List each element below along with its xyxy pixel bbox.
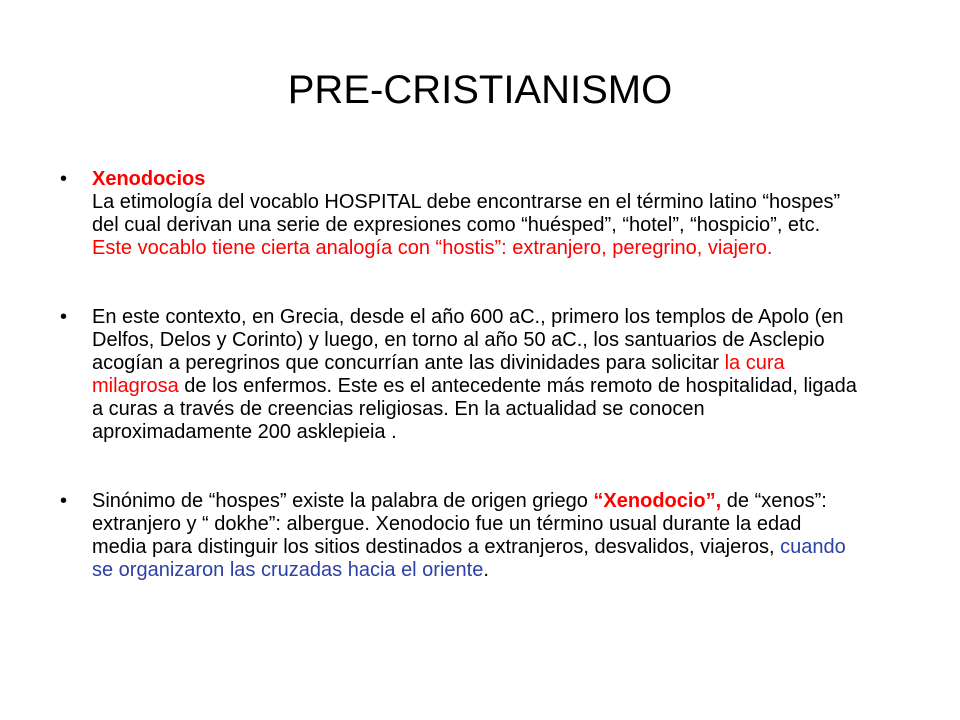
bullet-item-sinonimo	[60, 490, 860, 582]
bullet-icon: •	[60, 168, 68, 190]
bullet-item-xenodocios	[60, 168, 860, 260]
bullet-text: Sinónimo de “hospes” existe la palabra de origen griego	[92, 490, 594, 512]
bullet-text-highlight: la cura milagrosa	[92, 352, 785, 397]
bullet-text-link: cuando se organizaron las cruzadas hacia el oriente	[92, 536, 846, 581]
bullet-icon: •	[60, 306, 68, 328]
bullet-icon: •	[60, 490, 68, 512]
bullet-text: La etimología del vocablo HOSPITAL debe encontrarse en el término latino “hospes” del cual derivan una serie de expresiones como “huésped”, “hotel”, “hospicio”, etc.	[92, 191, 841, 236]
bullet-text: .	[483, 559, 489, 581]
bullet-text: de los enfermos. Este es el antecedente más remoto de hospitalidad, ligada a curas a través de creencias religiosas. En la actualidad se conocen aproximadamente 200 asklepieia .	[92, 375, 857, 443]
bullet-paragraph	[92, 490, 860, 582]
slide-content	[60, 168, 860, 582]
bullet-paragraph	[92, 191, 860, 260]
bullet-text: de “xenos”: extranjero y “ dokhe”: albergue. Xenodocio fue un término usual durante la edad media para distinguir los sitios destinados a extranjeros, desvalidos, viajeros,	[92, 490, 827, 558]
bullet-text-highlight: Este vocablo tiene cierta analogía con “hostis”: extranjero, peregrino, viajero.	[92, 237, 773, 259]
bullet-heading: Xenodocios	[92, 168, 206, 190]
bullet-text-highlight: “Xenodocio”,	[593, 490, 722, 512]
spacer	[60, 283, 860, 306]
slide-title: PRE-CRISTIANISMO	[287, 68, 673, 112]
bullet-paragraph	[92, 306, 860, 444]
bullet-text: En este contexto, en Grecia, desde el año 600 aC., primero los templos de Apolo (en Delfos, Delos y Corinto) y luego, en torno al año 50 aC., los santuarios de Asclepio acogían a peregrinos que concurrían ante las divinidades para solicitar	[92, 306, 844, 374]
spacer	[60, 467, 860, 490]
bullet-item-grecia	[60, 306, 860, 444]
